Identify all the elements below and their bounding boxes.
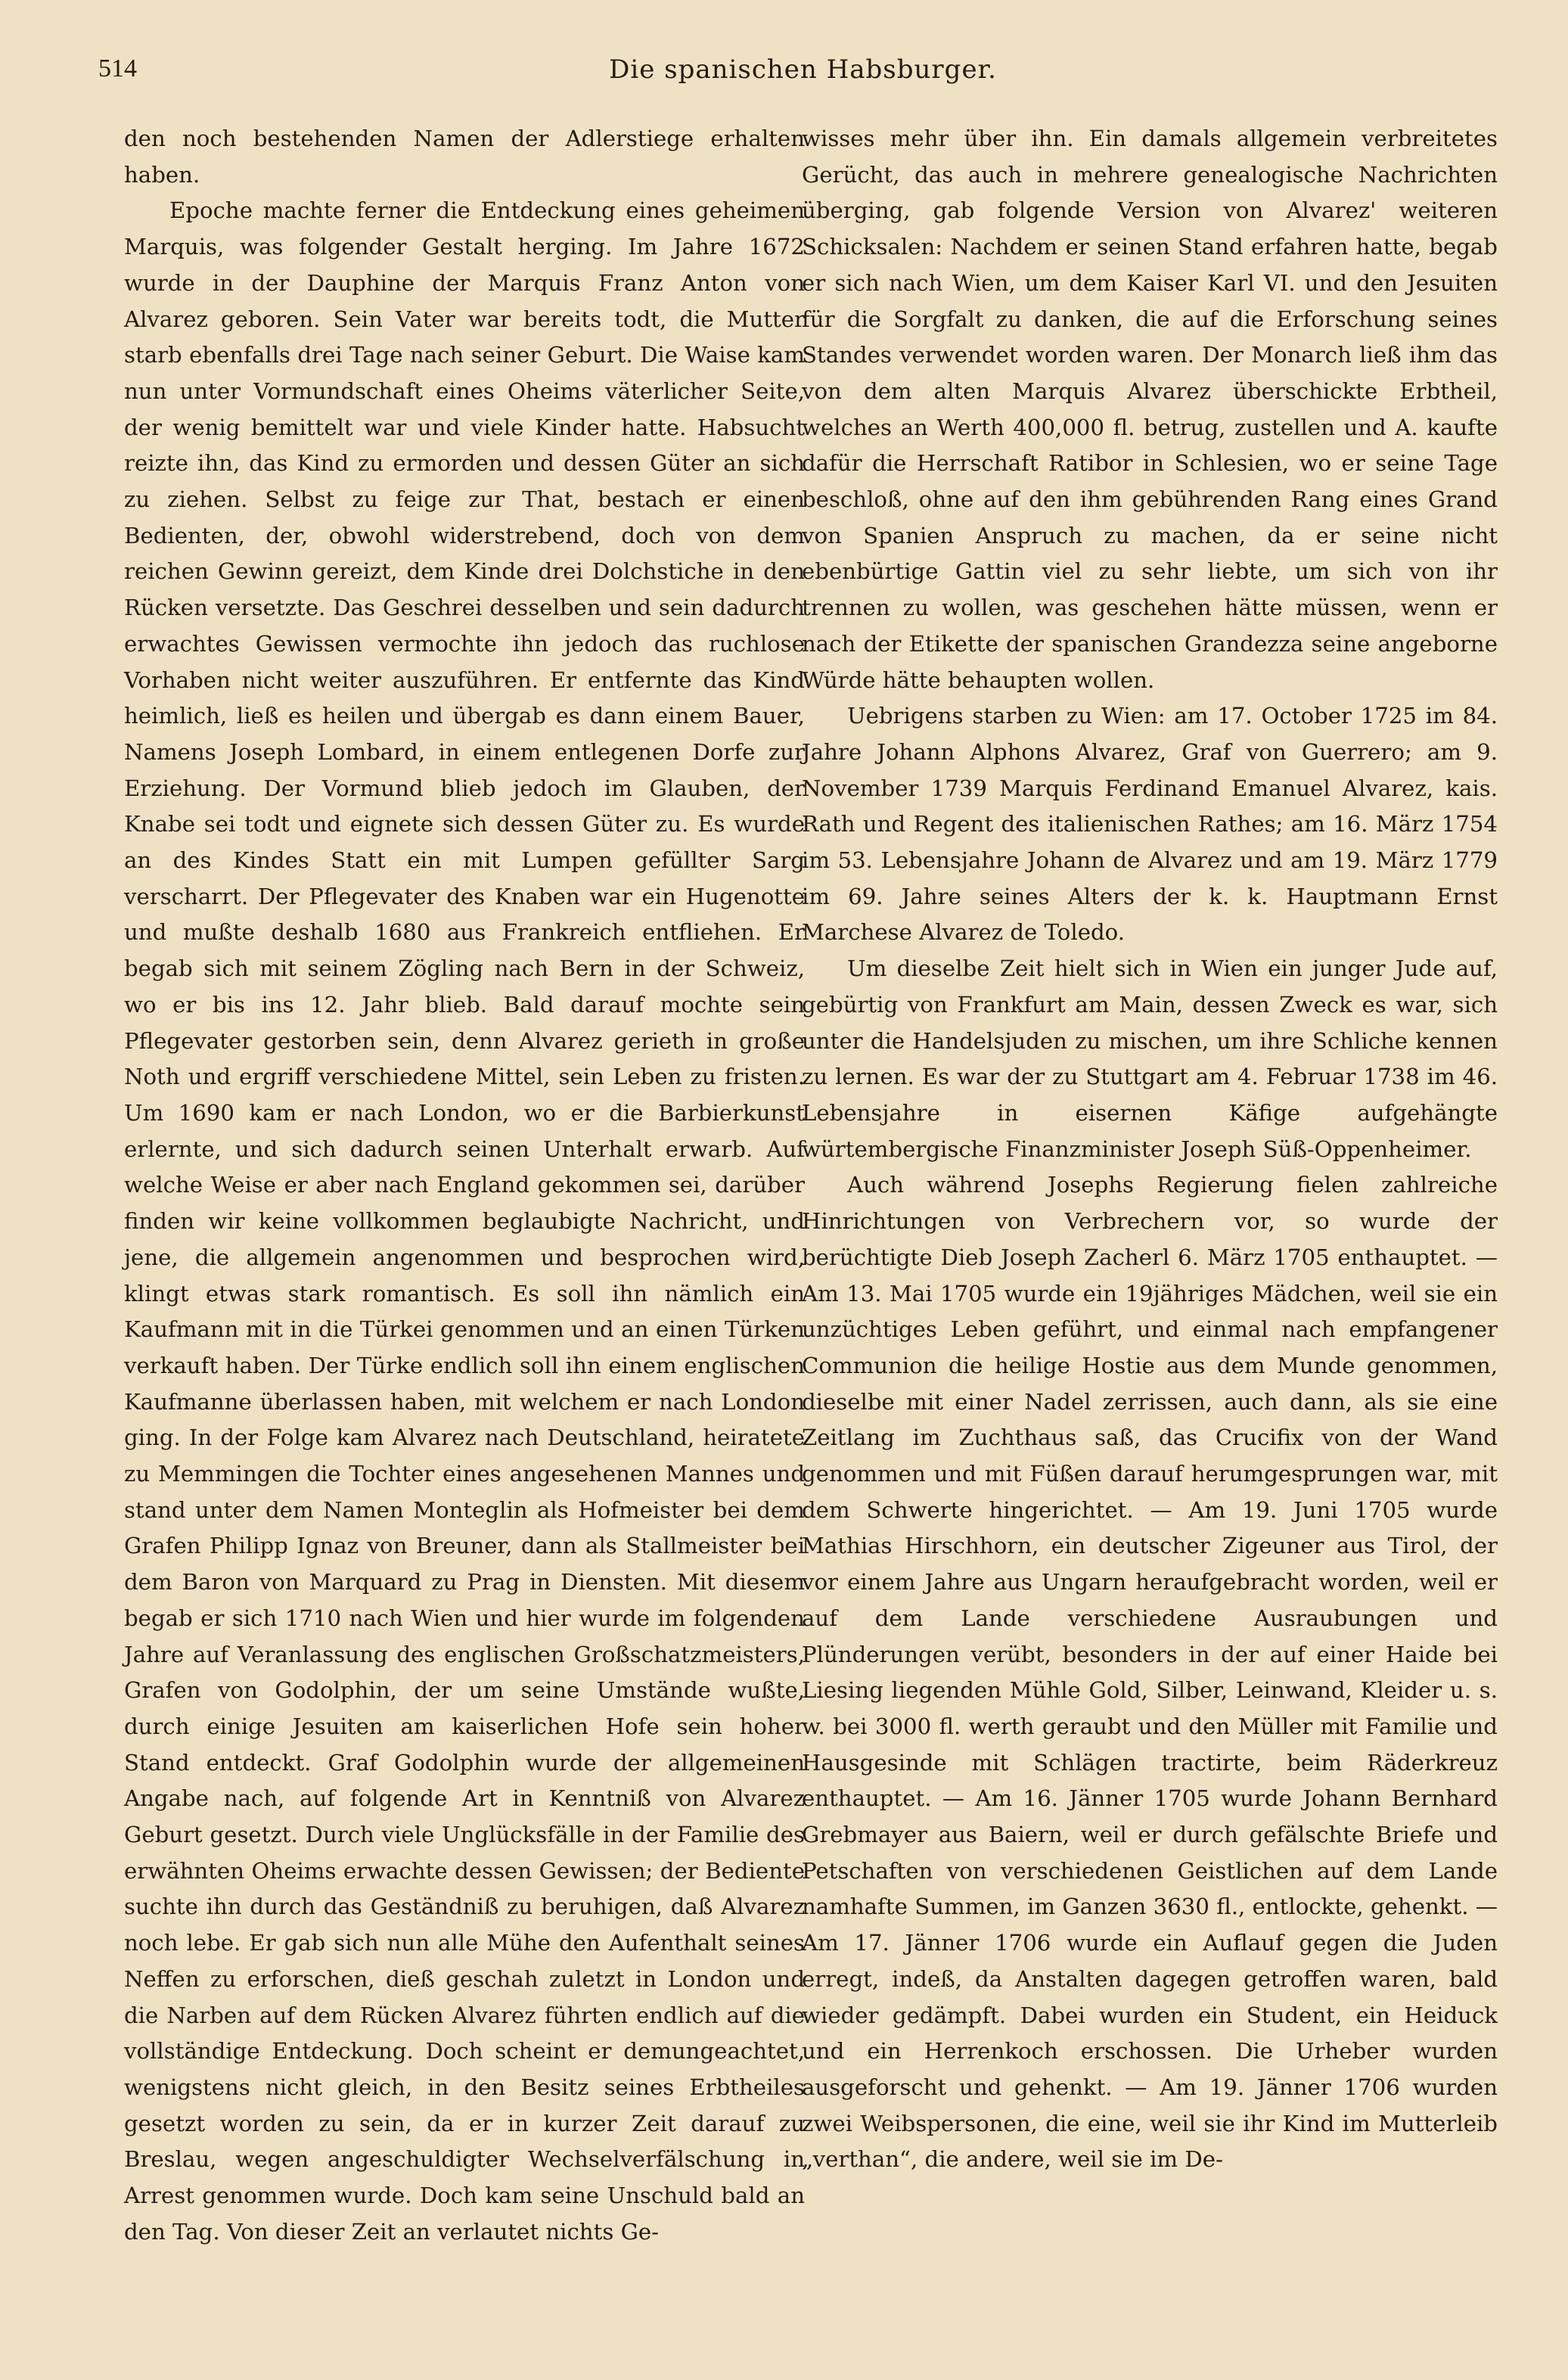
paragraph: Um dieselbe Zeit hielt sich in Wien ein junger Jude auf, gebürtig von Frankfurt am Main, dessen Zweck es war, sich unter die Handelsjuden zu mischen, um ihre Schliche kennen zu lernen. Es war der zu Stuttgart am 4. Februar 1738 im 46. Lebensjahre in eisernen Käfige aufgehängte würtembergische Finanzminister Joseph Süß-Oppenheimer. — [802, 955, 1498, 1162]
right-column — [802, 121, 1498, 2178]
left-column — [124, 121, 805, 2250]
paragraph: Auch während Josephs Regierung fielen zahlreiche Hinrichtungen von Verbrechern vor, so wurde der berüchtigte Dieb Joseph Zacherl 6. März 1705 enthauptet. — Am 13. Mai 1705 wurde ein 19jähriges Mädchen, weil sie ein unzüchtiges Leben geführt, und einmal nach empfangener Communion die heilige Hostie aus dem Munde genommen, dieselbe mit einer Nadel zerrissen, auch dann, als sie eine Zeitlang im Zuchthaus saß, das Crucifix von der Wand genommen und mit Füßen darauf herumgesprungen war, mit dem Schwerte hingerichtet. — Am 19. Juni 1705 wurde Mathias Hirschhorn, ein deutscher Zigeuner aus Tirol, der vor einem Jahre aus Ungarn heraufgebracht worden, weil er auf dem Lande verschiedene Ausraubungen und Plünderungen verübt, besonders in der auf einer Haide bei Liesing liegenden Mühle Gold, Silber, Leinwand, Kleider u. s. w. bei 3000 fl. werth geraubt und den Müller mit Familie und Hausgesinde mit Schlägen tractirte, beim Räderkreuz enthauptet. — Am 16. Jänner 1705 wurde Johann Bernhard Grebmayer aus Baiern, weil er durch gefälschte Briefe und Petschaften von verschiedenen Geistlichen auf dem Lande namhafte Summen, im Ganzen 3630 fl., entlockte, gehenkt. — Am 17. Jänner 1706 wurde ein Auflauf gegen die Juden erregt, indeß, da Anstalten dagegen getroffen waren, bald wieder gedämpft. Dabei wurden ein Student, ein Heiduck und ein Herrenkoch erschossen. Die Urheber wurden ausgeforscht und gehenkt. — Am 19. Jänner 1706 wurden zwei Weibspersonen, die eine, weil sie ihr Kind im Mutterleib „verthan“, die andere, weil sie im De- — [802, 1172, 1498, 2173]
running-title: Die spanischen Habsburger. — [609, 54, 997, 85]
page-number: 514 — [98, 54, 137, 82]
paragraph: Epoche machte ferner die Entdeckung eines geheimen Marquis, was folgender Gestalt herging. Im Jahre 1672 wurde in der Dauphine der Marquis Franz Anton von Alvarez geboren. Sein Vater war bereits todt, die Mutter starb ebenfalls drei Tage nach seiner Geburt. Die Waise kam nun unter Vormundschaft eines Oheims väterlicher Seite, der wenig bemittelt war und viele Kinder hatte. Habsucht reizte ihn, das Kind zu ermorden und dessen Güter an sich zu ziehen. Selbst zu feige zur That, bestach er einen Bedienten, der, obwohl widerstrebend, doch von dem reichen Gewinn gereizt, dem Kinde drei Dolchstiche in den Rücken versetzte. Das Geschrei desselben und sein dadurch erwachtes Gewissen vermochte ihn jedoch das ruchlose Vorhaben nicht weiter auszuführen. Er entfernte das Kind heimlich, ließ es heilen und übergab es dann einem Bauer, Namens Joseph Lombard, in einem entlegenen Dorfe zur Erziehung. Der Vormund blieb jedoch im Glauben, der Knabe sei todt und eignete sich dessen Güter zu. Es wurde an des Kindes Statt ein mit Lumpen gefüllter Sarg verscharrt. Der Pflegevater des Knaben war ein Hugenotte und mußte deshalb 1680 aus Frankreich entfliehen. Er begab sich mit seinem Zögling nach Bern in der Schweiz, wo er bis ins 12. Jahr blieb. Bald darauf mochte sein Pflegevater gestorben sein, denn Alvarez gerieth in große Noth und ergriff verschiedene Mittel, sein Leben zu fristen. Um 1690 kam er nach London, wo er die Barbierkunst erlernte, und sich dadurch seinen Unterhalt erwarb. Auf welche Weise er aber nach England gekommen sei, darüber finden wir keine vollkommen beglaubigte Nachricht, und jene, die allgemein angenommen und besprochen wird, klingt etwas stark romantisch. Es soll ihn nämlich ein Kaufmann mit in die Türkei genommen und an einen Türken verkauft haben. Der Türke endlich soll ihn einem englischen Kaufmanne überlassen haben, mit welchem er nach London ging. In der Folge kam Alvarez nach Deutschland, heiratete zu Memmingen die Tochter eines angesehenen Mannes und stand unter dem Namen Monteglin als Hofmeister bei dem Grafen Philipp Ignaz von Breuner, dann als Stallmeister bei dem Baron von Marquard zu Prag in Diensten. Mit diesem begab er sich 1710 nach Wien und hier wurde im folgenden Jahre auf Veranlassung des englischen Großschatzmeisters, Grafen von Godolphin, der um seine Umstände wußte, durch einige Jesuiten am kaiserlichen Hofe sein hoher Stand entdeckt. Graf Godolphin wurde der allgemeinen Angabe nach, auf folgende Art in Kenntniß von Alvarez Geburt gesetzt. Durch viele Unglücksfälle in der Familie des erwähnten Oheims erwachte dessen Gewissen; der Bediente suchte ihn durch das Geständniß zu beruhigen, daß Alvarez noch lebe. Er gab sich nun alle Mühe den Aufenthalt seines Neffen zu erforschen, dieß geschah zuletzt in London und die Narben auf dem Rücken Alvarez führten endlich auf die vollständige Entdeckung. Doch scheint er demungeachtet, wenigstens nicht gleich, in den Besitz seines Erbtheiles gesetzt worden zu sein, da er in kurzer Zeit darauf zu Breslau, wegen angeschuldigter Wechselverfälschung in Arrest genommen wurde. Doch kam seine Unschuld bald an den Tag. Von dieser Zeit an verlautet nichts Ge- — [124, 197, 805, 2245]
paragraph: Uebrigens starben zu Wien: am 17. October 1725 im 84. Jahre Johann Alphons Alvarez, Graf von Guerrero; am 9. November 1739 Marquis Ferdinand Emanuel Alvarez, kais. Rath und Regent des italienischen Rathes; am 16. März 1754 im 53. Lebensjahre Johann de Alvarez und am 19. März 1779 im 69. Jahre seines Alters der k. k. Hauptmann Ernst Marchese Alvarez de Toledo. — [802, 703, 1498, 946]
paragraph: wisses mehr über ihn. Ein damals allgemein verbreitetes Gerücht, das auch in mehrere genealogische Nachrichten überging, gab folgende Version von Alvarez' weiteren Schicksalen: Nachdem er seinen Stand erfahren hatte, begab er sich nach Wien, um dem Kaiser Karl VI. und den Jesuiten für die Sorgfalt zu danken, die auf die Erforschung seines Standes verwendet worden waren. Der Monarch ließ ihm das von dem alten Marquis Alvarez überschickte Erbtheil, welches an Werth 400,000 fl. betrug, zustellen und A. kaufte dafür die Herrschaft Ratibor in Schlesien, wo er seine Tage beschloß, ohne auf den ihm gebührenden Rang eines Grand von Spanien Anspruch zu machen, da er seine nicht ebenbürtige Gattin viel zu sehr liebte, um sich von ihr trennen zu wollen, was geschehen hätte müssen, wenn er nach der Etikette der spanischen Grandezza seine angeborne Würde hätte behaupten wollen. — [802, 126, 1498, 693]
paragraph: den noch bestehenden Namen der Adlerstiege erhalten haben. — [124, 126, 805, 188]
page-header — [98, 54, 1507, 100]
